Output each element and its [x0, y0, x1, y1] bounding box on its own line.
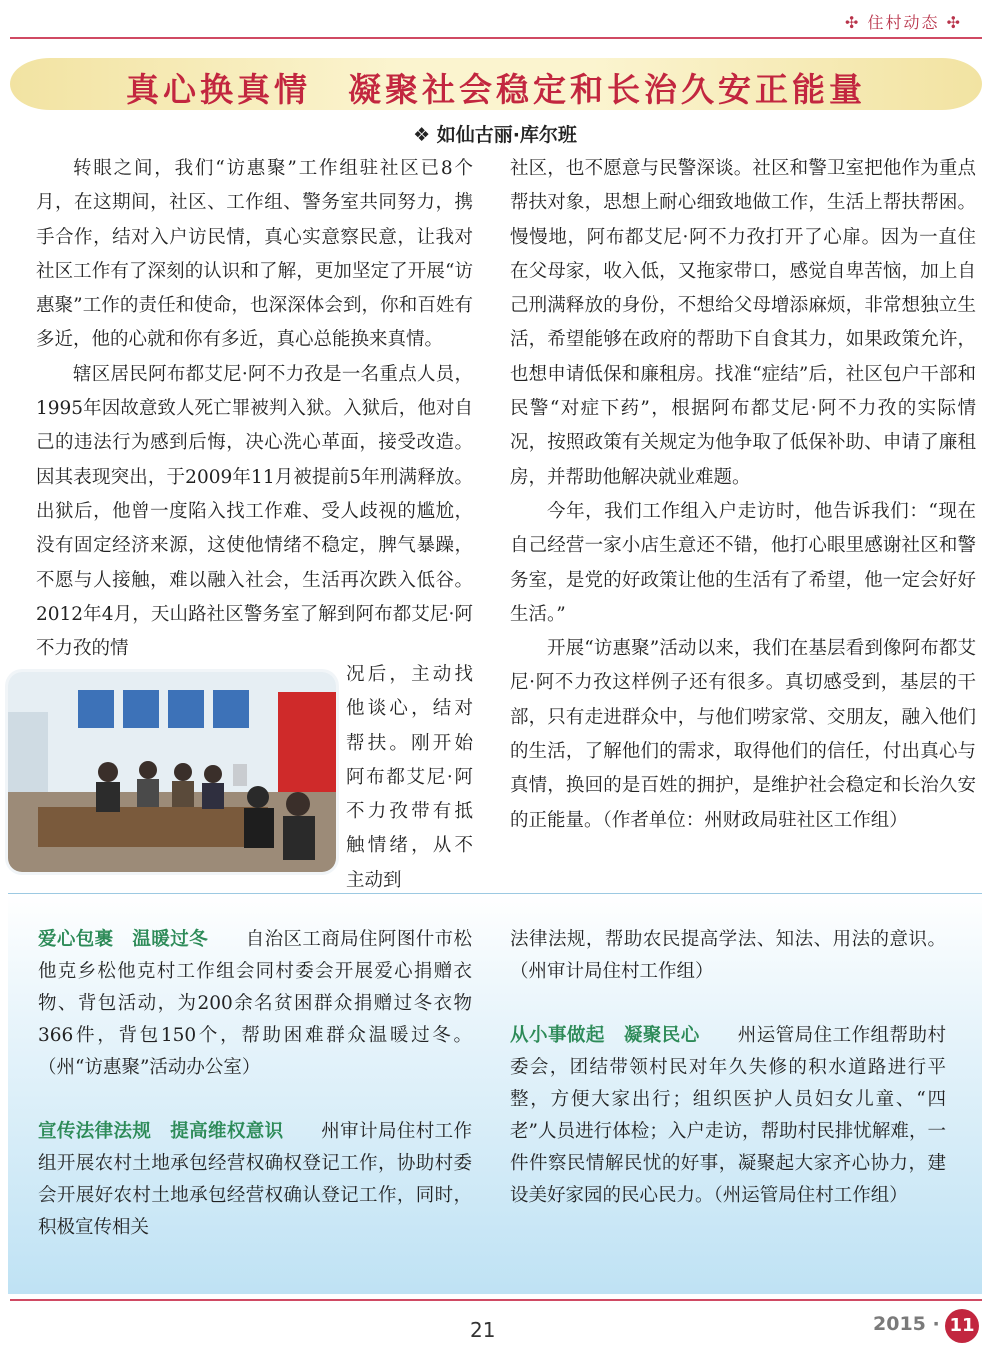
issue-number-badge: 11 [945, 1309, 979, 1343]
article-paragraph: 辖区居民阿布都艾尼·阿不力孜是一名重点人员，1995年因故意致人死亡罪被判入狱。入狱后，他对自己的违法行为感到后悔，决心洗心革面，接受改造。因其表现突出，于2009年11月被提前5年刑满释放。出狱后，他曾一度陷入找工作难、受人歧视的尴尬，没有固定经济来源，这使他情绪不稳定，脾气暴躁，不愿与人接触，难以融入社会，生活再次跌入低谷。2012年4月，天山路社区警务室了解到阿布都艾尼·阿不力孜的情 [36, 363, 473, 660]
news-column-left [38, 924, 472, 1244]
meeting-photo [8, 672, 336, 872]
issue-year: 2015 · [873, 1313, 940, 1335]
news-body: 州审计局住村工作组开展农村土地承包经营权确权登记工作，协助村委会开展好农村土地承包经营权确认登记工作，同时，积极宣传相关 [38, 1121, 472, 1238]
article-title: 真心换真情 凝聚社会稳定和长治久安正能量 [126, 70, 866, 109]
article-paragraph: 开展“访惠聚”活动以来，我们在基层看到像阿布都艾尼·阿不力孜这样例子还有很多。真切感受到，基层的干部，只有走进群众中，与他们唠家常、交朋友，融入他们的生活，了解他们的需求，取得他们的信任，付出真心与真情，换回的是百姓的拥护，是维护社会稳定和长治久安的正能量。（作者单位：州财政局驻社区工作组） [510, 638, 976, 831]
news-headline: 从小事做起 凝聚民心 [510, 1025, 700, 1046]
page-number: 21 [470, 1318, 496, 1342]
article-column-right [510, 152, 976, 838]
bottom-divider [10, 1299, 982, 1301]
news-headline: 爱心包裹 温暖过冬 [38, 929, 208, 950]
article-paragraph: 今年，我们工作组入户走访时，他告诉我们：“现在自己经营一家小店生意还不错，他打心眼里感谢社区和警务室，是党的好政策让他的生活有了希望，他一定会好好生活。” [510, 500, 976, 625]
section-label: ✣ 住村动态 ✣ [845, 13, 962, 32]
news-column-right [510, 924, 946, 1212]
news-item [510, 1020, 946, 1212]
article-author: ❖ 如仙古丽·库尔班 [413, 124, 577, 146]
news-body: 自治区工商局住阿图什市松他克乡松他克村工作组会同村委会开展爱心捐赠衣物、背包活动，为200余名贫困群众捐赠过冬衣物366件，背包150个，帮助困难群众温暖过冬。（州“访惠聚”活动办公室） [38, 929, 472, 1078]
article-paragraph: 转眼之间，我们“访惠聚”工作组驻社区已8个月，在这期间，社区、工作组、警务室共同努力，携手合作，结对入户访民情，真心实意察民意，让我对社区工作有了深刻的认识和了解，更加坚定了开展“访惠聚”工作的责任和使命，也深深体会到，你和百姓有多近，他的心就和你有多近，真心总能换来真情。 [36, 158, 473, 351]
article-column-left [36, 152, 473, 666]
news-headline: 宣传法律法规 提高维权意识 [38, 1121, 284, 1142]
news-body: 州运管局住工作组帮助村委会，团结带领村民对年久失修的积水道路进行平整，方便大家出行；组织医护人员妇女儿童、“四老”人员进行体检；入户走访，帮助村民排忧解难，一件件察民情解民忧的好事，凝聚起大家齐心协力，建设美好家园的民心民力。（州运管局住村工作组） [510, 1025, 946, 1206]
article-paragraph: 社区，也不愿意与民警深谈。社区和警卫室把他作为重点帮扶对象，思想上耐心细致地做工作，生活上帮扶帮困。慢慢地，阿布都艾尼·阿不力孜打开了心扉。因为一直住在父母家，收入低，又拖家带口，感觉自卑苦恼，加上自己刑满释放的身份，不想给父母增添麻烦，非常想独立生活，希望能够在政府的帮助下自食其力，如果政策允许，也想申请低保和廉租房。找准“症结”后，社区包户干部和民警“对症下药”，根据阿布都艾尼·阿不力孜的实际情况，按照政策有关规定为他争取了低保补助、申请了廉租房，并帮助他解决就业难题。 [510, 158, 976, 488]
article-wrap-text: 况后，主动找他谈心，结对帮扶。刚开始阿布都艾尼·阿不力孜带有抵触情绪，从不主动到 [346, 664, 473, 891]
news-item [38, 1116, 472, 1244]
news-item [38, 924, 472, 1084]
news-item-continuation: 法律法规，帮助农民提高学法、知法、用法的意识。（州审计局住村工作组） [510, 929, 946, 982]
top-divider [10, 37, 982, 39]
